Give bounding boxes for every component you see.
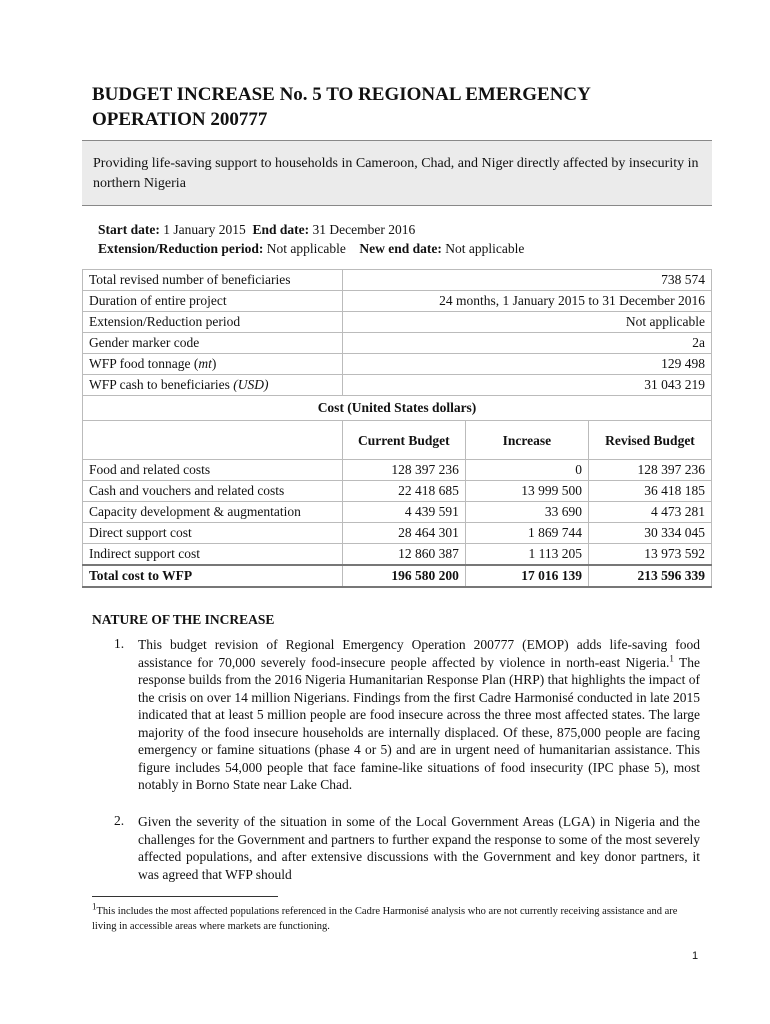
start-date-label: Start date: — [98, 222, 160, 237]
title-line-1: BUDGET INCREASE No. 5 TO REGIONAL EMERGENCY — [92, 84, 591, 105]
cost-revised: 128 397 236 — [589, 460, 712, 481]
row-value: Not applicable — [342, 312, 711, 333]
footnote — [92, 901, 702, 934]
cost-revised: 36 418 185 — [589, 481, 712, 502]
cost-revised: 30 334 045 — [589, 523, 712, 544]
paragraph-2: Given the severity of the situation in some of the Local Government Areas (LGA) in Nigeria and the challenges for the Government and partners to further expand the response to some of the most severely affected populations, and after extensive discussions with the Government and key donor partners, it was agreed that WFP should — [138, 814, 700, 882]
cost-increase: 33 690 — [465, 502, 588, 523]
row-value: 24 months, 1 January 2015 to 31 December 2016 — [342, 291, 711, 312]
total-increase: 17 016 139 — [465, 565, 588, 587]
table-row — [83, 375, 712, 396]
row-label: Extension/Reduction period — [83, 312, 343, 333]
end-date-value: 31 December 2016 — [312, 222, 416, 237]
paragraph-1-text-b: The response builds from the 2016 Nigeria Humanitarian Response Plan (HRP) that highlights the impact of the crisis on over 14 million Nigerians. Findings from the first Cadre Harmonisé conducted in late 2015 indicated that at least 5 million people are food insecure across the three most affected states. The large majority of the food insecure households are internally displaced. Of these, 875,000 people are facing emergency or famine situations (phase 4 or 5) and are in urgent need of humanitarian assistance. This figure includes 54,000 people that face famine-like situations of food insecurity (IPC phase 5), most notably in Borno State near Lake Chad. — [138, 654, 700, 792]
row-label — [83, 375, 343, 396]
title-line-2: OPERATION 200777 — [92, 109, 268, 130]
paragraph-1 — [138, 636, 700, 794]
section-heading: NATURE OF THE INCREASE — [92, 612, 275, 627]
row-label-text: WFP food tonnage ( — [89, 356, 199, 371]
cost-current: 128 397 236 — [342, 460, 465, 481]
paragraph-number: 2. — [114, 813, 125, 828]
row-value: 2a — [342, 333, 711, 354]
cost-increase: 1 869 744 — [465, 523, 588, 544]
table-row — [83, 544, 712, 566]
cost-current: 12 860 387 — [342, 544, 465, 566]
row-label-end: ) — [211, 356, 217, 371]
footnote-mark: 1 — [92, 901, 97, 912]
summary-table — [82, 269, 712, 588]
cost-revised: 4 473 281 — [589, 502, 712, 523]
cost-current: 22 418 685 — [342, 481, 465, 502]
cost-label: Cash and vouchers and related costs — [83, 481, 343, 502]
row-value: 129 498 — [342, 354, 711, 375]
dates-line-1 — [98, 220, 524, 239]
row-label: Duration of entire project — [83, 291, 343, 312]
cost-increase: 13 999 500 — [465, 481, 588, 502]
header-revised-budget: Revised Budget — [589, 421, 712, 460]
row-value: 738 574 — [342, 270, 711, 291]
dates-line-2 — [98, 239, 524, 258]
table-row — [83, 523, 712, 544]
cost-increase: 0 — [465, 460, 588, 481]
row-value: 31 043 219 — [342, 375, 711, 396]
total-row — [83, 565, 712, 587]
cost-caption-row — [83, 396, 712, 421]
footnote-ref: 1 — [669, 653, 674, 663]
total-current: 196 580 200 — [342, 565, 465, 587]
extension-value: Not applicable — [266, 241, 346, 256]
cost-header-row — [83, 421, 712, 460]
row-label: Gender marker code — [83, 333, 343, 354]
cost-label: Direct support cost — [83, 523, 343, 544]
footnote-divider — [92, 896, 278, 897]
subtitle-text: Providing life-saving support to households in Cameroon, Chad, and Niger directly affected by insecurity in northern Nigeria — [93, 156, 699, 191]
total-revised: 213 596 339 — [589, 565, 712, 587]
row-label-unit: mt — [198, 356, 212, 371]
footnote-text: This includes the most affected populations referenced in the Cadre Harmonisé analysis who are not currently receiving assistance and are living in accessible areas where markets are functioning. — [92, 906, 678, 932]
new-end-date-label: New end date: — [359, 241, 442, 256]
subtitle-box — [82, 140, 712, 206]
header-empty — [83, 421, 343, 460]
end-date-label: End date: — [252, 222, 310, 237]
row-label-unit: (USD) — [233, 377, 269, 392]
table-row — [83, 291, 712, 312]
page-number: 1 — [692, 950, 699, 962]
total-label: Total cost to WFP — [83, 565, 343, 587]
cost-label: Capacity development & augmentation — [83, 502, 343, 523]
cost-revised: 13 973 592 — [589, 544, 712, 566]
table-row — [83, 270, 712, 291]
row-label-text: WFP cash to beneficiaries — [89, 377, 234, 392]
cost-current: 28 464 301 — [342, 523, 465, 544]
header-increase: Increase — [465, 421, 588, 460]
header-current-budget: Current Budget — [342, 421, 465, 460]
cost-label: Food and related costs — [83, 460, 343, 481]
document-title — [92, 82, 692, 132]
paragraph-number: 1. — [114, 636, 125, 651]
paragraph-1-text-a: This budget revision of Regional Emergency Operation 200777 (EMOP) adds life-saving food assistance for 70,000 severely food-insecure people affected by violence in north-east Nigeria. — [138, 637, 700, 670]
table-row — [83, 502, 712, 523]
table-row — [83, 333, 712, 354]
cost-current: 4 439 591 — [342, 502, 465, 523]
table-row — [83, 460, 712, 481]
row-label — [83, 354, 343, 375]
new-end-date-value: Not applicable — [445, 241, 525, 256]
table-row — [83, 481, 712, 502]
start-date-value: 1 January 2015 — [163, 222, 246, 237]
cost-increase: 1 113 205 — [465, 544, 588, 566]
cost-caption: Cost (United States dollars) — [83, 396, 712, 421]
table-row — [83, 354, 712, 375]
cost-label: Indirect support cost — [83, 544, 343, 566]
dates-block — [98, 220, 524, 258]
extension-label: Extension/Reduction period: — [98, 241, 264, 256]
table-row — [83, 312, 712, 333]
row-label: Total revised number of beneficiaries — [83, 270, 343, 291]
